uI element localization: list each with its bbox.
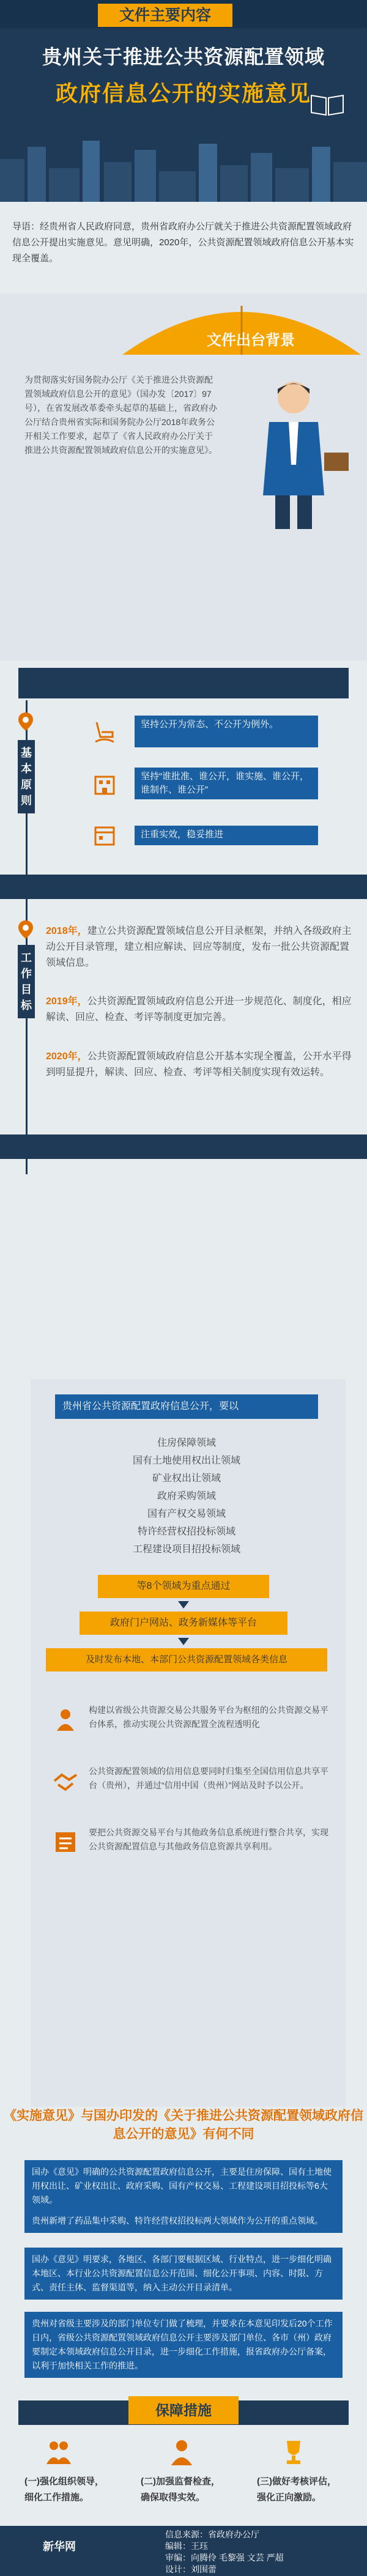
- principle-item: 注重实效，稳妥推进: [135, 826, 318, 845]
- credit-line: 编辑：王珏: [165, 2541, 208, 2551]
- platform-text: 构建以省级公共资源交易公共服务平台为枢纽的公共资源交易平台体系，推动实现公共资源配置全流程透明化: [89, 1705, 328, 1729]
- field-item: 矿业权出让领域: [152, 1473, 221, 1484]
- divider-band: [0, 1134, 367, 1159]
- measure-item: (三)做好考核评估，强化正向激励。: [257, 2476, 336, 2503]
- focus-box: 等8个领域为重点通过: [98, 1575, 269, 1598]
- handshake-icon: [52, 1767, 79, 1794]
- title-line-1: 贵州关于推进公共资源配置领域: [42, 46, 325, 68]
- xinhua-logo: 新华网: [43, 2541, 76, 2553]
- field-item: 特许经营权招投标领域: [137, 1527, 235, 1537]
- goal-text: 公共资源配置领域政府信息公开进一步规范化、制度化，相应解读、回应、检查、考评等制度更加完善。: [46, 996, 352, 1023]
- calendar-icon: [92, 823, 117, 848]
- title-line-2: 政府信息公开的实施意见: [55, 81, 311, 106]
- principles-label: 基本原则: [18, 740, 35, 813]
- goal-item: [46, 923, 352, 971]
- compare-item: 贵州对省级主要涉及的部门单位专门做了梳理，并要求在本意见印发后20个工作日内，省级公共资源配置领域政府信息公开主要涉及部门单位、各市（州）政府要制定本领域政府信息公开目录，进一步细化工作措施，报省政府办公厅备案，以利于加快相关工作的推进。: [24, 2312, 343, 2378]
- divider-band: [0, 875, 367, 899]
- businessman-illustration: [232, 373, 355, 532]
- integration-text: 要把公共资源交易平台与其他政务信息系统进行整合共享，实现公共资源配置信息与其他政务信息资源共享利用。: [89, 1827, 328, 1851]
- goal-year: 2020年，: [46, 1051, 87, 1062]
- measure-item: (一)强化组织领导，细化工作措施。: [24, 2476, 104, 2503]
- compare-item: 贵州新增了药品集中采购、特许经营权招投标两大领域作为公开的重点领域。: [24, 2209, 343, 2233]
- main-content-bar: [18, 668, 349, 698]
- goal-text: 建立公共资源配置领域信息公开目录框架，并纳入各级政府主动公开目录管理，建立相应解读、回应等制度，发布一批公共资源配置领域信息。: [46, 926, 352, 968]
- goal-item: [46, 994, 352, 1026]
- trophy-icon: [278, 2437, 309, 2468]
- channels-box: 政府门户网站、政务新媒体等平台: [80, 1612, 287, 1635]
- principle-item: 坚持公开为常态、不公开为例外。: [135, 716, 318, 747]
- rocking-chair-icon: [92, 719, 117, 744]
- arrow-down-icon: [178, 1638, 189, 1645]
- arrow-down-icon: [178, 1601, 189, 1608]
- people-icon: [52, 1706, 79, 1733]
- main-content-title: 文件主要内容: [98, 4, 232, 27]
- goal-year: 2018年，: [46, 926, 87, 936]
- intro-text: 导语：经贵州省人民政府同意，贵州省政府办公厅就关于推进公共资源配置领域政府信息公开提出实施意见。意见明确，2020年，公共资源配置领域政府信息公开基本实现全覆盖。: [0, 202, 367, 294]
- building-icon: [92, 771, 117, 796]
- book-icon: [309, 92, 346, 116]
- inspector-icon: [166, 2437, 197, 2468]
- measure-item: (二)加强监督检查，确保取得实效。: [141, 2476, 220, 2503]
- compare-title: 《实施意见》与国办印发的《关于推进公共资源配置领域政府信息公开的意见》有何不同: [4, 2109, 363, 2141]
- credit-line: 审编：向腾伶 毛黎强 文芸 严超: [165, 2553, 284, 2563]
- field-item: 国有土地使用权出让领域: [132, 1456, 240, 1466]
- credits: [165, 2529, 361, 2575]
- credit-line: 信息来源：省政府办公厅: [165, 2530, 259, 2539]
- goal-text: 公共资源配置领域政府信息公开基本实现全覆盖，公开水平得到明显提升，解读、回应、检查、考评等相关制度实现有效运转。: [46, 1051, 352, 1078]
- background-section: [0, 294, 367, 661]
- measures-title: 保障措施: [128, 2396, 239, 2424]
- goal-item: [46, 1049, 352, 1081]
- field-item: 国有产权交易领域: [147, 1509, 226, 1519]
- location-pin-icon: [18, 712, 33, 731]
- team-icon: [43, 2437, 73, 2468]
- city-skyline-image: [0, 135, 367, 202]
- credit-line: 设计：刘围蕾: [165, 2564, 217, 2574]
- field-item: 政府采购领域: [157, 1491, 216, 1501]
- document-icon: [52, 1829, 79, 1856]
- field-item: 住房保障领域: [157, 1438, 216, 1448]
- credit-text: 公共资源配置领域的信用信息要同时归集至全国信用信息共享平台（贵州），并通过“信用中国（贵州）”网站及时予以公开。: [89, 1766, 328, 1790]
- background-text: 为贯彻落实好国务院办公厅《关于推进公共资源配置领域政府信息公开的意见》（国办发〔2017〕97号），在省发展改革委牵头起草的基础上，省政府办公厅结合贵州省实际和国务院办公厅2018年政务公开相关工作要求，起草了《省人民政府办公厅关于推进公共资源配置领域政府信息公开的实施意见》。: [24, 375, 217, 455]
- publish-box: 及时发布本地、本部门公共资源配置领域各类信息: [46, 1648, 327, 1671]
- timeline-line: [26, 700, 28, 954]
- goal-year: 2019年，: [46, 996, 87, 1007]
- principle-item: 坚持“谁批准、谁公开，谁实施、谁公开，谁制作、谁公开”: [135, 768, 318, 799]
- header: [0, 0, 367, 202]
- background-title: 文件出台背景: [207, 332, 295, 349]
- compare-item: 国办《意见》明要求，各地区、各部门要根据区域、行业特点，进一步细化明确本地区、本行业公共资源配置信息公开范围、细化公开事项、内容、时限、方式、责任主体、监督渠道等，纳入主动公开目录清单。: [24, 2248, 343, 2300]
- location-pin-icon: [18, 920, 33, 939]
- field-item: 工程建设项目招投标领域: [132, 1544, 240, 1555]
- field-list: [55, 1434, 318, 1558]
- compare-item: 国办《意见》明确的公共资源配置政府信息公开，主要是住房保障、国有土地使用权出让、矿业权出让、政府采购、国有产权交易、工程建设项目招投标等6大领域。: [24, 2160, 343, 2212]
- goals-label: 工作目标: [18, 945, 35, 1018]
- flow-head: 贵州省公共资源配置政府信息公开，要以: [55, 1394, 318, 1419]
